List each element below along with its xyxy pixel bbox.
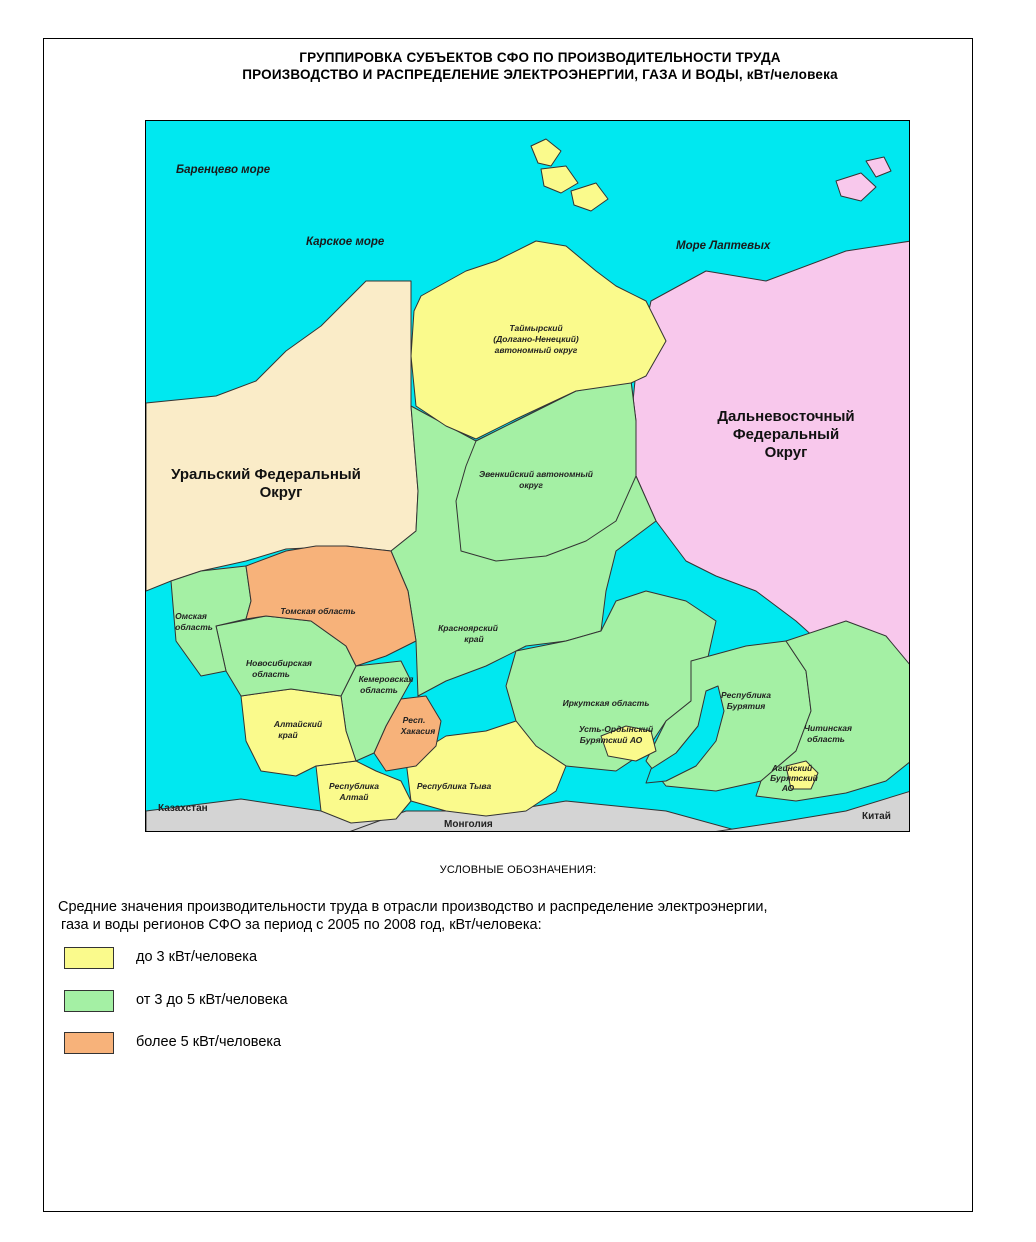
region-altai-krai [241, 689, 356, 776]
label-kara-sea: Карское море [306, 236, 385, 248]
label-far-east-line-1: Дальневосточный [717, 408, 855, 425]
legend-label-mid: от 3 до 5 кВт/человека [136, 992, 288, 1008]
label-taimyr-line-3: автономный округ [494, 345, 578, 355]
label-krasnoyarsk-line-2: край [464, 634, 484, 644]
label-china: Китай [862, 811, 891, 822]
label-taimyr-line-2: (Долгано-Ненецкий) [493, 334, 579, 344]
label-altai-rep-line-1: Республика [329, 781, 379, 791]
map-svg [146, 121, 910, 832]
label-buryatia-line-1: Республика [721, 690, 771, 700]
label-ural-line-1: Уральский Федеральный [171, 466, 361, 483]
label-mongolia: Монголия [444, 819, 493, 830]
label-tomsk: Томская область [280, 606, 356, 616]
label-irkutsk: Иркутская область [562, 698, 650, 708]
legend-label-high: более 5 кВт/человека [136, 1034, 282, 1050]
label-altai-rep-line-2: Алтай [339, 792, 369, 802]
legend-swatch-mid [64, 990, 114, 1012]
label-novosibirsk-line-1: Новосибирская [246, 658, 312, 668]
label-aga-line-1: Агинский [771, 763, 813, 773]
label-far-east-line-2: Федеральный [732, 426, 840, 443]
label-taimyr-line-1: Таймырский [509, 323, 563, 333]
label-altai-krai-line-2: край [278, 730, 298, 740]
legend-swatch-high [64, 1032, 114, 1054]
map-title [140, 49, 940, 83]
label-aga-line-2: Бурятский [770, 773, 818, 783]
label-far-east-line-3: Округ [764, 444, 808, 461]
label-khakassia-line-2: Хакасия [400, 726, 436, 736]
label-omsk-line-1: Омская [175, 611, 207, 621]
label-buryatia-line-2: Бурятия [726, 701, 766, 711]
label-omsk-line-2: область [175, 622, 213, 632]
label-chita-line-2: область [807, 734, 845, 744]
label-ust-orda-line-2: Бурятский АО [579, 735, 643, 745]
legend-description [58, 898, 958, 934]
label-laptev-sea: Море Лаптевых [676, 240, 771, 252]
legend-swatch-low [64, 947, 114, 969]
label-evenk-line-2: округ [519, 480, 543, 490]
label-krasnoyarsk-line-1: Красноярский [438, 623, 498, 633]
label-evenk-line-1: Эвенкийский автономный [479, 469, 593, 479]
siberia-map [145, 120, 910, 832]
label-khakassia-line-1: Респ. [402, 715, 426, 725]
label-altai-krai-line-1: Алтайский [273, 719, 323, 729]
legend-description-line-1: Средние значения производительности труда в отрасли производство и распределение электроэнергии, [58, 899, 768, 915]
label-ust-orda-line-1: Усть-Ордынский [578, 724, 654, 734]
legend-label-low: до 3 кВт/человека [136, 949, 258, 965]
label-aga-line-3: АО [781, 783, 795, 793]
label-ural-line-2: Округ [259, 484, 303, 501]
label-tyva: Республика Тыва [416, 781, 492, 791]
legend-heading: УСЛОВНЫЕ ОБОЗНАЧЕНИЯ: [439, 864, 597, 876]
label-kemerovo-line-2: область [360, 685, 398, 695]
label-novosibirsk-line-2: область [252, 669, 290, 679]
title-line-1: ГРУППИРОВКА СУБЪЕКТОВ СФО ПО ПРОИЗВОДИТЕЛЬНОСТИ ТРУДА [299, 50, 781, 65]
label-kazakhstan: Казахстан [158, 803, 208, 814]
label-chita-line-1: Читинская [804, 723, 852, 733]
label-barents-sea: Баренцево море [176, 164, 271, 176]
label-kemerovo-line-1: Кемеровская [358, 674, 414, 684]
title-line-2: ПРОИЗВОДСТВО И РАСПРЕДЕЛЕНИЕ ЭЛЕКТРОЭНЕРГИИ, ГАЗА И ВОДЫ, кВт/человека [242, 67, 838, 82]
legend-description-line-2: газа и воды регионов СФО за период с 2005 по 2008 год, кВт/человека: [61, 917, 542, 933]
